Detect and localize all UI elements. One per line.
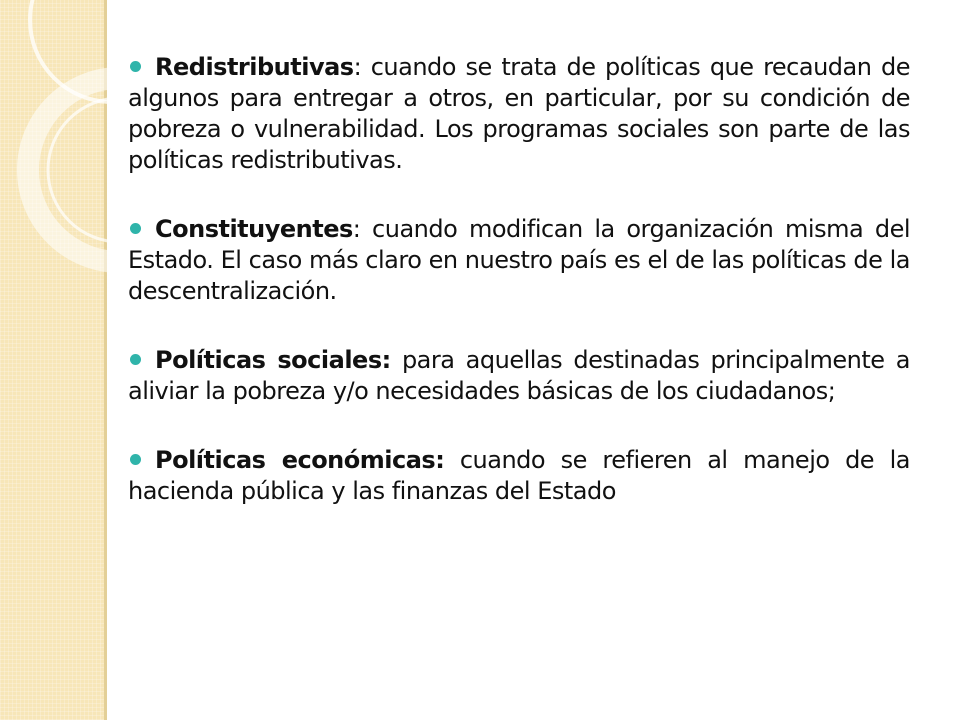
decorative-rings-graphic (0, 0, 107, 300)
bullet-icon (130, 223, 141, 234)
item-separator (444, 446, 460, 474)
item-term: Políticas sociales: (155, 346, 391, 374)
list-item (128, 214, 910, 307)
list-item (128, 52, 910, 176)
item-separator: : (352, 215, 373, 243)
item-separator (391, 346, 402, 374)
list-item (128, 345, 910, 407)
bullet-icon (130, 61, 141, 72)
item-separator: : (353, 53, 371, 81)
bullet-icon (130, 454, 141, 465)
list-item (128, 445, 910, 507)
item-text: cuando se refieren al manejo de la hacienda pública y las finanzas del Estado (128, 446, 910, 505)
item-term: Constituyentes (155, 215, 353, 243)
bullet-icon (130, 354, 141, 365)
item-term: Redistributivas (155, 53, 354, 81)
item-text: cuando modifican la organización misma del Estado. El caso más claro en nuestro país es el de las políticas de la descentralización. (128, 215, 911, 305)
item-text: para aquellas destinadas principalmente a aliviar la pobreza y/o necesidades básicas de los ciudadanos; (128, 346, 910, 405)
item-term: Políticas económicas: (155, 446, 445, 474)
item-text: cuando se trata de políticas que recaudan de algunos para entregar a otros, en particular, por su condición de pobreza o vulnerabilidad. Los programas sociales son parte de las políticas redistributivas. (128, 53, 910, 174)
bullet-list (128, 52, 910, 545)
